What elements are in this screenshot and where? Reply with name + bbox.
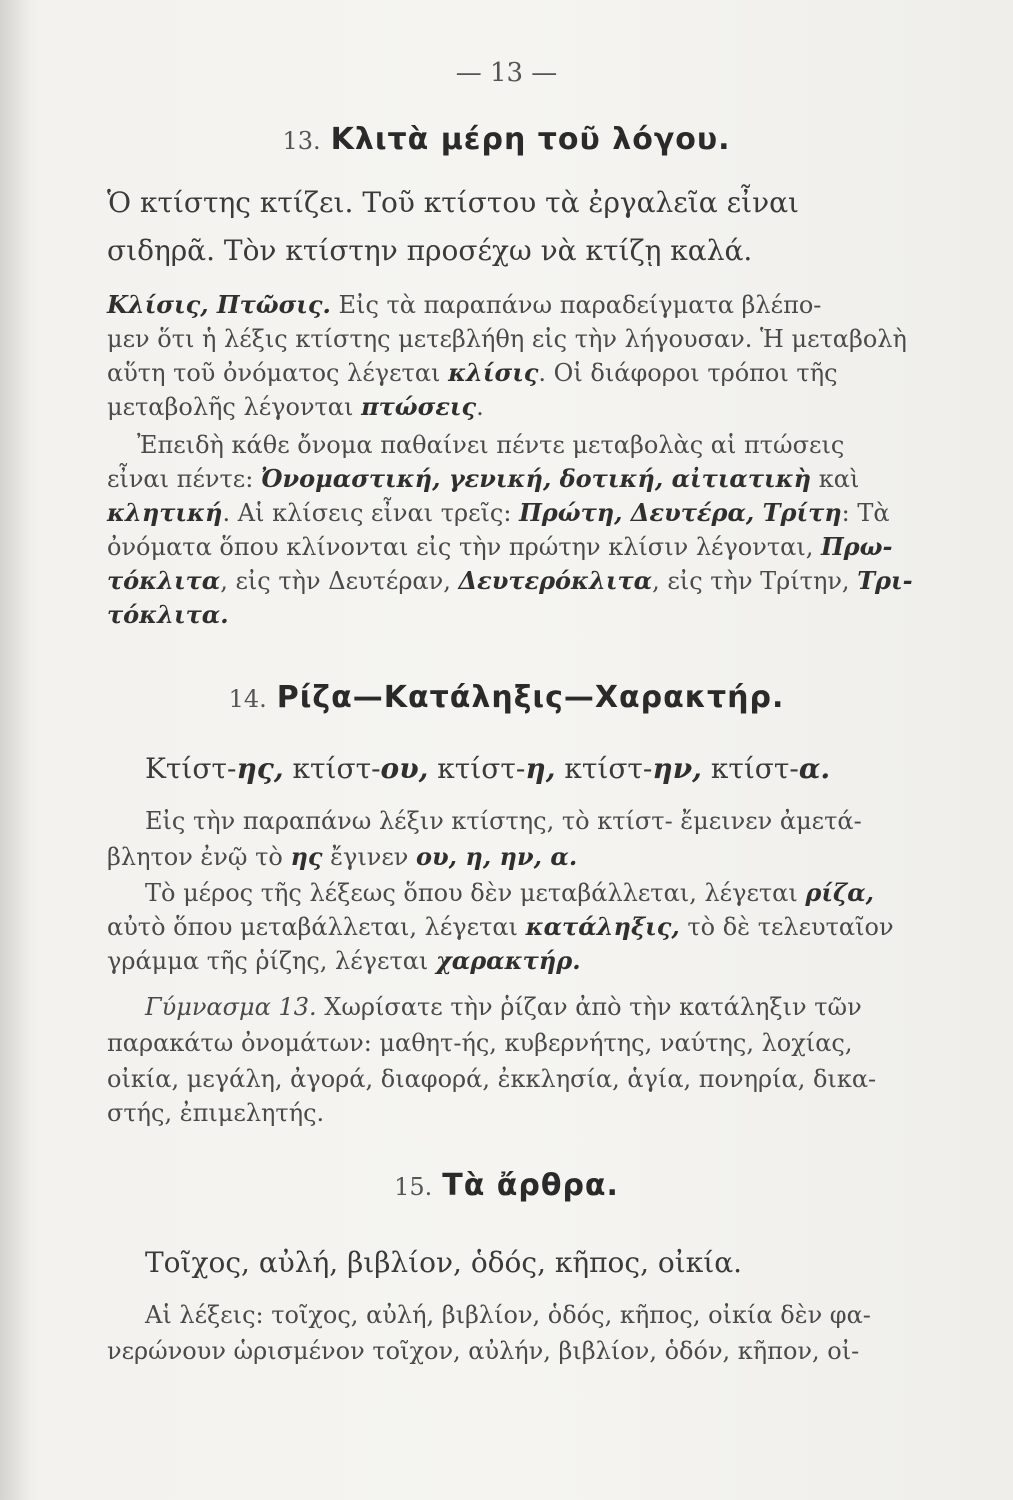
section-title: Κλιτὰ μέρη τοῦ λόγου. bbox=[330, 122, 731, 157]
section-13-heading bbox=[0, 122, 1013, 157]
text-line: βλητον ἐνῷ τὸ ης ἔγινεν ου, η, ην, α. bbox=[107, 842, 578, 871]
text-line: Ὁ κτίστης κτίζει. Τοῦ κτίστου τὰ ἐργαλεῖα εἶναι bbox=[107, 186, 799, 219]
text-line: τόκλιτα, εἰς τὴν Δευτέραν, Δευτερόκλιτα, εἰς τὴν Τρίτην, Τρι- bbox=[107, 566, 913, 595]
text-line: νερώνουν ὡρισμένον τοῖχον, αὐλήν, βιβλίον, ὁδόν, κῆπον, οἰ- bbox=[107, 1337, 860, 1365]
text-line: ὀνόματα ὅπου κλίνονται εἰς τὴν πρώτην κλίσιν λέγονται, Πρω- bbox=[107, 532, 893, 561]
section-title: Ρίζα—Κατάληξις—Χαρακτήρ. bbox=[276, 680, 785, 715]
example-line: Κτίστ-ης, κτίστ-ου, κτίστ-η, κτίστ-ην, κτίστ-α. bbox=[145, 752, 831, 785]
gutter-shadow bbox=[0, 0, 30, 1500]
text-line: Ἐπειδὴ κάθε ὄνομα παθαίνει πέντε μεταβολὰς αἱ πτώσεις bbox=[137, 431, 845, 459]
exercise-line: παρακάτω ὀνομάτων: μαθητ-ής, κυβερνήτης, ναύτης, λοχίας, bbox=[107, 1029, 853, 1057]
text-line: σιδηρᾶ. Τὸν κτίστην προσέχω νὰ κτίζῃ καλά. bbox=[107, 234, 753, 267]
text-line: μεν ὅτι ἡ λέξις κτίστης μετεβλήθη εἰς τὴν λήγουσαν. Ἡ μεταβολὴ bbox=[107, 325, 907, 353]
text-line: Αἱ λέξεις: τοῖχος, αὐλή, βιβλίον, ὁδός, κῆπος, οἰκία δὲν φα- bbox=[145, 1301, 871, 1329]
section-15-heading bbox=[0, 1168, 1013, 1203]
section-number: 15. bbox=[394, 1173, 433, 1201]
exercise-line: οἰκία, μεγάλη, ἀγορά, διαφορά, ἐκκλησία, ἁγία, πονηρία, δικα- bbox=[107, 1065, 877, 1093]
exercise-line: στής, ἐπιμελητής. bbox=[107, 1099, 325, 1127]
section-14-heading bbox=[0, 680, 1013, 715]
example-line: Τοῖχος, αὐλή, βιβλίον, ὁδός, κῆπος, οἰκία. bbox=[145, 1246, 743, 1279]
section-number: 14. bbox=[228, 685, 267, 713]
text-line: κλητική. Αἱ κλίσεις εἶναι τρεῖς: Πρώτη, Δευτέρα, Τρίτη: Τὰ bbox=[107, 498, 890, 527]
text-line: εἶναι πέντε: Ὀνομαστική, γενική, δοτική, αἰτιατικὴ καὶ bbox=[107, 464, 860, 493]
text-line: αὐτὸ ὅπου μεταβάλλεται, λέγεται κατάληξις, τὸ δὲ τελευταῖον bbox=[107, 912, 894, 941]
text-line: μεταβολῆς λέγονται πτώσεις. bbox=[107, 392, 484, 421]
section-number: 13. bbox=[282, 127, 321, 155]
text-line: Εἰς τὴν παραπάνω λέξιν κτίστης, τὸ κτίστ- ἔμεινεν ἀμετά- bbox=[145, 807, 862, 835]
text-line: Τὸ μέρος τῆς λέξεως ὅπου δὲν μεταβάλλεται, λέγεται ρίζα, bbox=[145, 878, 875, 907]
section-title: Τὰ ἄρθρα. bbox=[442, 1168, 619, 1203]
text-line: γράμμα τῆς ῥίζης, λέγεται χαρακτήρ. bbox=[107, 946, 581, 975]
text-line: Κλίσις, Πτῶσις. Εἰς τὰ παραπάνω παραδείγματα βλέπο- bbox=[107, 290, 822, 319]
text-line: τόκλιτα. bbox=[107, 600, 229, 629]
text-line: αὕτη τοῦ ὀνόματος λέγεται κλίσις. Οἱ διάφοροι τρόποι τῆς bbox=[107, 358, 838, 387]
page-number: — 13 — bbox=[455, 58, 558, 88]
exercise-line: Γύμνασμα 13. Χωρίσατε τὴν ῥίζαν ἀπὸ τὴν κατάληξιν τῶν bbox=[145, 993, 862, 1021]
